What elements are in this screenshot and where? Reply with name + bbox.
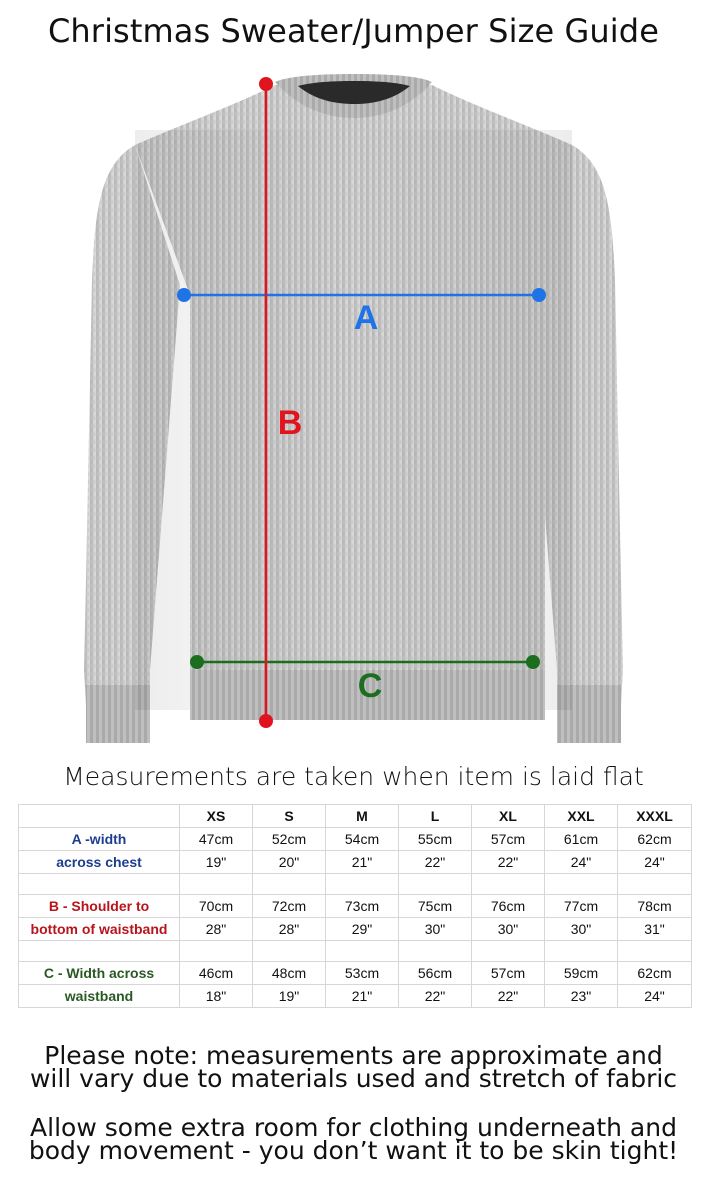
- note-extra-room-line1: Allow some extra room for clothing underneath and: [30, 1113, 677, 1142]
- table-cell: 57cm: [472, 962, 545, 985]
- sweater-diagram: [0, 70, 707, 760]
- spacer-cell: [545, 874, 618, 895]
- table-cell: 57cm: [472, 828, 545, 851]
- row-label-a-line1: A -width: [19, 828, 180, 851]
- table-cell: 72cm: [253, 895, 326, 918]
- spacer-cell: [253, 941, 326, 962]
- table-cell: 61cm: [545, 828, 618, 851]
- body-shading-shape: [135, 130, 572, 710]
- table-cell: 20": [253, 851, 326, 874]
- table-cell: 21": [326, 985, 399, 1008]
- table-cell: 47cm: [180, 828, 253, 851]
- table-cell: 70cm: [180, 895, 253, 918]
- measure-a-end-dot: [532, 288, 546, 302]
- spacer-cell: [618, 874, 692, 895]
- measure-b-end-dot: [259, 714, 273, 728]
- measure-b-label: B: [277, 404, 303, 442]
- size-header-xxxl: XXXL: [618, 805, 692, 828]
- row-label-a-line2: across chest: [19, 851, 180, 874]
- table-cell: 56cm: [399, 962, 472, 985]
- spacer-cell: [399, 874, 472, 895]
- spacer-cell: [399, 941, 472, 962]
- table-cell: 52cm: [253, 828, 326, 851]
- size-header-s: S: [253, 805, 326, 828]
- page-title: Christmas Sweater/Jumper Size Guide: [47, 12, 659, 50]
- measure-c-end-dot: [526, 655, 540, 669]
- spacer-cell: [180, 941, 253, 962]
- size-header-xxl: XXL: [545, 805, 618, 828]
- table-spacer-row: [19, 941, 692, 962]
- table-row: [19, 918, 692, 941]
- spacer-cell: [19, 941, 180, 962]
- row-label-c-line2: waistband: [19, 985, 180, 1008]
- table-header-row: [19, 805, 692, 828]
- spacer-cell: [618, 941, 692, 962]
- table-cell: 29": [326, 918, 399, 941]
- measure-c-label: C: [357, 667, 383, 705]
- size-header-xs: XS: [180, 805, 253, 828]
- table-cell: 24": [618, 851, 692, 874]
- table-cell: 75cm: [399, 895, 472, 918]
- table-cell: 76cm: [472, 895, 545, 918]
- size-header-xl: XL: [472, 805, 545, 828]
- table-cell: 62cm: [618, 828, 692, 851]
- table-cell: 30": [472, 918, 545, 941]
- table-spacer-row: [19, 874, 692, 895]
- table-cell: 78cm: [618, 895, 692, 918]
- spacer-cell: [545, 941, 618, 962]
- measure-c-start-dot: [190, 655, 204, 669]
- table-cell: 19": [180, 851, 253, 874]
- table-cell: 59cm: [545, 962, 618, 985]
- row-label-b-line1: B - Shoulder to: [19, 895, 180, 918]
- note-extra-room-line2: body movement - you don’t want it to be skin tight!: [28, 1136, 679, 1165]
- laid-flat-note: Measurements are taken when item is laid flat: [63, 762, 644, 791]
- table-cell: 53cm: [326, 962, 399, 985]
- spacer-cell: [472, 874, 545, 895]
- table-cell: 62cm: [618, 962, 692, 985]
- table-row: [19, 828, 692, 851]
- measure-b-start-dot: [259, 77, 273, 91]
- table-cell: 22": [472, 985, 545, 1008]
- table-cell: 22": [472, 851, 545, 874]
- table-cell: 28": [180, 918, 253, 941]
- table-cell: 22": [399, 985, 472, 1008]
- spacer-cell: [19, 874, 180, 895]
- size-header-l: L: [399, 805, 472, 828]
- table-cell: 73cm: [326, 895, 399, 918]
- table-cell: 46cm: [180, 962, 253, 985]
- table-cell: 48cm: [253, 962, 326, 985]
- spacer-cell: [326, 941, 399, 962]
- spacer-cell: [472, 941, 545, 962]
- table-cell: 24": [545, 851, 618, 874]
- table-cell: 30": [545, 918, 618, 941]
- note-extra-room: [0, 1113, 707, 1165]
- measure-a-start-dot: [177, 288, 191, 302]
- row-label-c-line1: C - Width across: [19, 962, 180, 985]
- sweater-diagram-svg: [0, 70, 707, 760]
- table-cell: 54cm: [326, 828, 399, 851]
- row-label-b-line2: bottom of waistband: [19, 918, 180, 941]
- spacer-cell: [326, 874, 399, 895]
- note-approximate-line2: will vary due to materials used and stretch of fabric: [29, 1064, 678, 1093]
- table-row: [19, 895, 692, 918]
- table-cell: 55cm: [399, 828, 472, 851]
- table-cell: 21": [326, 851, 399, 874]
- table-row: [19, 851, 692, 874]
- spacer-cell: [180, 874, 253, 895]
- table-cell: 23": [545, 985, 618, 1008]
- table-cell: 31": [618, 918, 692, 941]
- table-row: [19, 985, 692, 1008]
- table-cell: 18": [180, 985, 253, 1008]
- table-cell: 24": [618, 985, 692, 1008]
- table-cell: 22": [399, 851, 472, 874]
- measure-a-label: A: [353, 299, 379, 337]
- table-cell: 77cm: [545, 895, 618, 918]
- table-cell: 30": [399, 918, 472, 941]
- table-cell: 19": [253, 985, 326, 1008]
- spacer-cell: [253, 874, 326, 895]
- note-approximate: [0, 1041, 707, 1093]
- note-approximate-line1: Please note: measurements are approximate and: [44, 1041, 663, 1070]
- header-empty-cell: [19, 805, 180, 828]
- table-cell: 28": [253, 918, 326, 941]
- size-chart-table: [18, 804, 692, 1008]
- size-header-m: M: [326, 805, 399, 828]
- table-row: [19, 962, 692, 985]
